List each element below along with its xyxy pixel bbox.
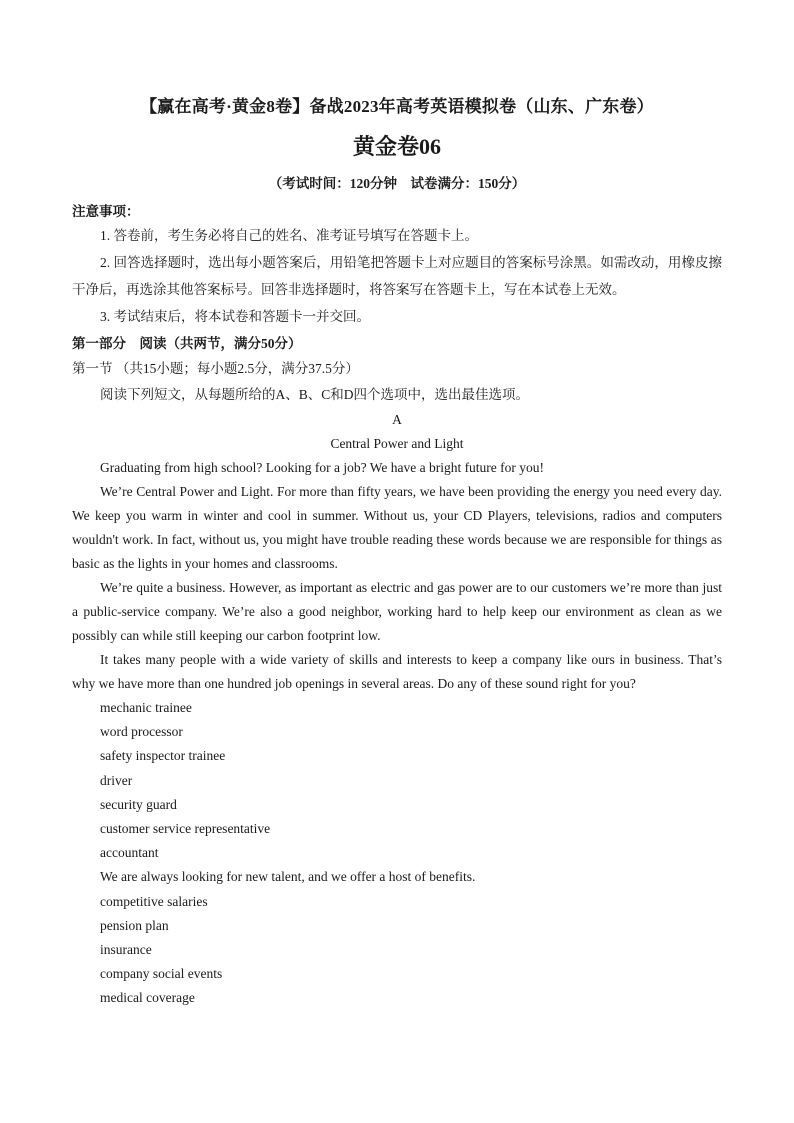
job-list: [72, 696, 722, 865]
passage-paragraph: We’re Central Power and Light. For more than fifty years, we have been providing the energy you need every day. We keep you warm in winter and cool in summer. Without us, your CD Players, televisions, radios and computers wouldn't work. In fact, without us, you might have trouble reading these words because we are responsible for things as basic as the lights in your homes and classrooms.: [72, 484, 722, 571]
reading-instruction: 阅读下列短文，从每题所给的A、B、C和D四个选项中，选出最佳选项。: [100, 387, 530, 402]
paper-title: 黄金卷06: [352, 134, 441, 159]
notes-list: [72, 222, 722, 330]
benefit-item: insurance: [100, 942, 152, 958]
passage-title: Central Power and Light: [330, 436, 464, 451]
passage-letter: A: [392, 412, 402, 427]
exam-page: [72, 94, 722, 1011]
note-item: 3. 考试结束后，将本试卷和答题卡一并交回。: [100, 309, 370, 324]
exam-info: （考试时间：120分钟 试卷满分：150分）: [268, 176, 526, 191]
passage-paragraph: Graduating from high school? Looking for a job? We have a bright future for you!: [100, 460, 545, 475]
benefit-list: [72, 890, 722, 1011]
section-heading: 第一节 （共15小题；每小题2.5分，满分37.5分）: [72, 361, 359, 376]
notes-heading: 注意事项：: [72, 204, 140, 219]
exam-series-title: 【赢在高考·黄金8卷】备战2023年高考英语模拟卷（山东、广东卷）: [140, 97, 654, 116]
note-item: 1. 答卷前，考生务必将自己的姓名、准考证号填写在答题卡上。: [100, 228, 478, 243]
job-item: mechanic trainee: [100, 700, 192, 715]
job-item: safety inspector trainee: [100, 748, 226, 764]
part-heading: 第一部分 阅读（共两节，满分50分）: [72, 336, 302, 351]
note-item: 2. 回答选择题时，选出每小题答案后，用铅笔把答题卡上对应题目的答案标号涂黑。如需改动，用橡皮擦干净后，再选涂其他答案标号。回答非选择题时，将答案写在答题卡上，写在本试卷上无效。: [72, 255, 722, 297]
benefit-item: competitive salaries: [100, 893, 208, 909]
benefit-item: company social events: [100, 966, 223, 982]
job-item: accountant: [100, 845, 159, 861]
job-item: word processor: [100, 724, 183, 740]
job-item: driver: [100, 772, 133, 788]
benefits-intro: We are always looking for new talent, and we offer a host of benefits.: [100, 869, 476, 885]
job-item: customer service representative: [100, 821, 271, 837]
benefit-item: pension plan: [100, 917, 169, 933]
benefit-item: medical coverage: [100, 990, 195, 1006]
passage-paragraph: We’re quite a business. However, as important as electric and gas power are to our customers we’re more than just a public-service company. We’re also a good neighbor, working hard to help keep our environment as clean as we possibly can while still keeping our carbon footprint low.: [72, 580, 722, 643]
job-item: security guard: [100, 796, 177, 812]
passage-paragraph: It takes many people with a wide variety of skills and interests to keep a company like ours in business. That’s why we have more than one hundred job openings in several areas. Do any of these sound right for you?: [72, 652, 722, 691]
